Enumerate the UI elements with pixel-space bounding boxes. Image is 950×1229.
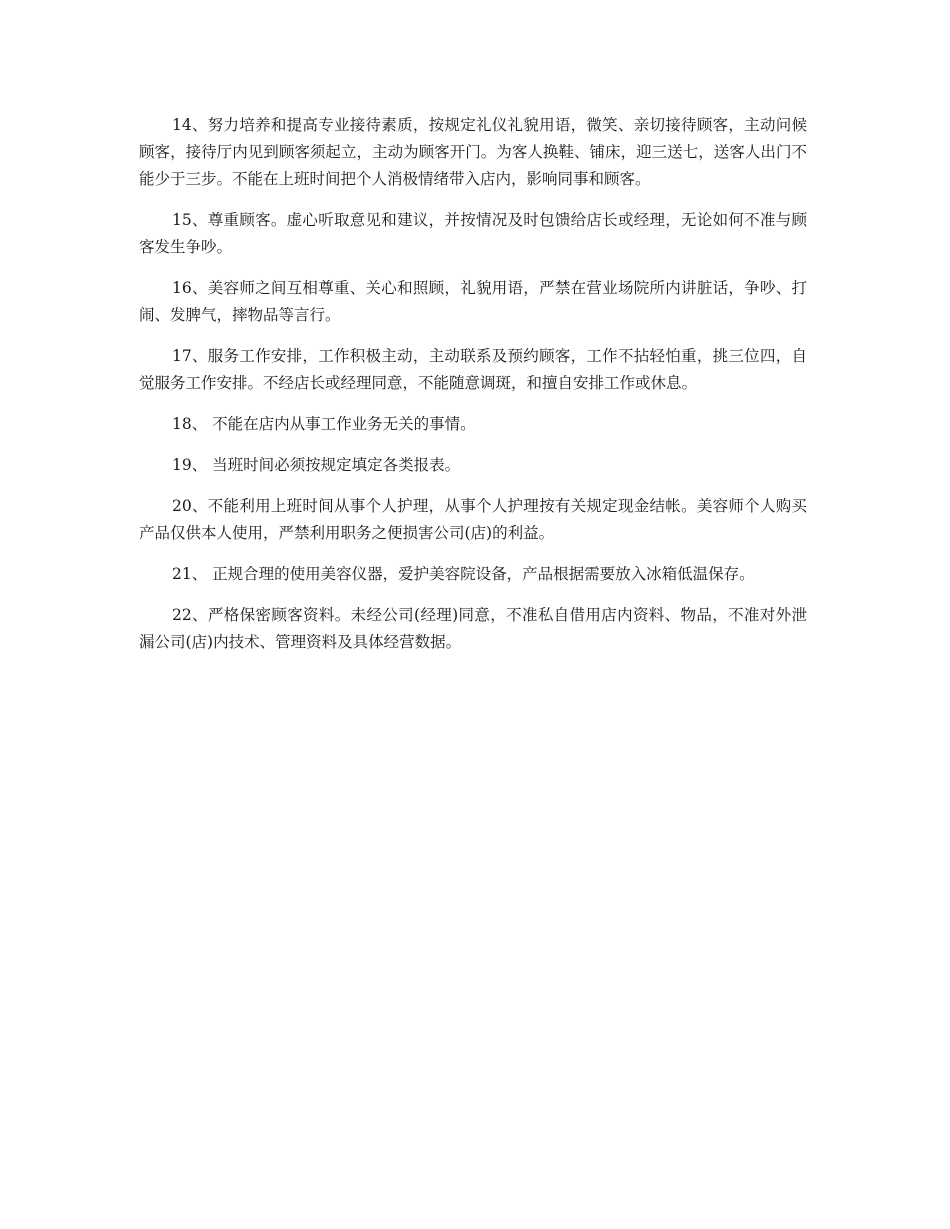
rule-paragraph-19: 19、 当班时间必须按规定填定各类报表。 [172,456,461,474]
rule-paragraph-15: 15、尊重顾客。虚心听取意见和建议，并按情况及时包馈给店长或经理，无论如何不准与顾客发生争吵。 [139,211,807,256]
rule-paragraph-17: 17、服务工作安排，工作积极主动，主动联系及预约顾客，工作不拈轻怕重，挑三位四，自觉服务工作安排。不经店长或经理同意，不能随意调斑，和擅自安排工作或休息。 [139,347,807,392]
rule-paragraph-22: 22、严格保密顾客资料。未经公司(经理)同意，不准私自借用店内资料、物品，不准对外泄漏公司(店)内技术、管理资料及具体经营数据。 [139,606,807,651]
rule-paragraph-20: 20、不能利用上班时间从事个人护理，从事个人护理按有关规定现金结帐。美容师个人购买产品仅供本人使用，严禁利用职务之便损害公司(店)的利益。 [139,497,807,542]
rule-paragraph-16: 16、美容师之间互相尊重、关心和照顾，礼貌用语，严禁在营业场院所内讲脏话，争吵、打闹、发脾气，摔物品等言行。 [139,279,807,324]
rule-paragraph-21: 21、 正规合理的使用美容仪器，爱护美容院设备，产品根据需要放入冰箱低温保存。 [172,565,755,583]
rule-paragraph-14: 14、努力培养和提高专业接待素质，按规定礼仪礼貌用语，微笑、亲切接待顾客，主动问候顾客，接待厅内见到顾客须起立，主动为顾客开门。为客人换鞋、铺床，迎三送七，送客人出门不能少于三步。不能在上班时间把个人消极情绪带入店内，影响同事和顾客。 [139,116,807,188]
document-body [139,112,807,670]
rule-paragraph-18: 18、 不能在店内从事工作业务无关的事情。 [172,415,476,433]
